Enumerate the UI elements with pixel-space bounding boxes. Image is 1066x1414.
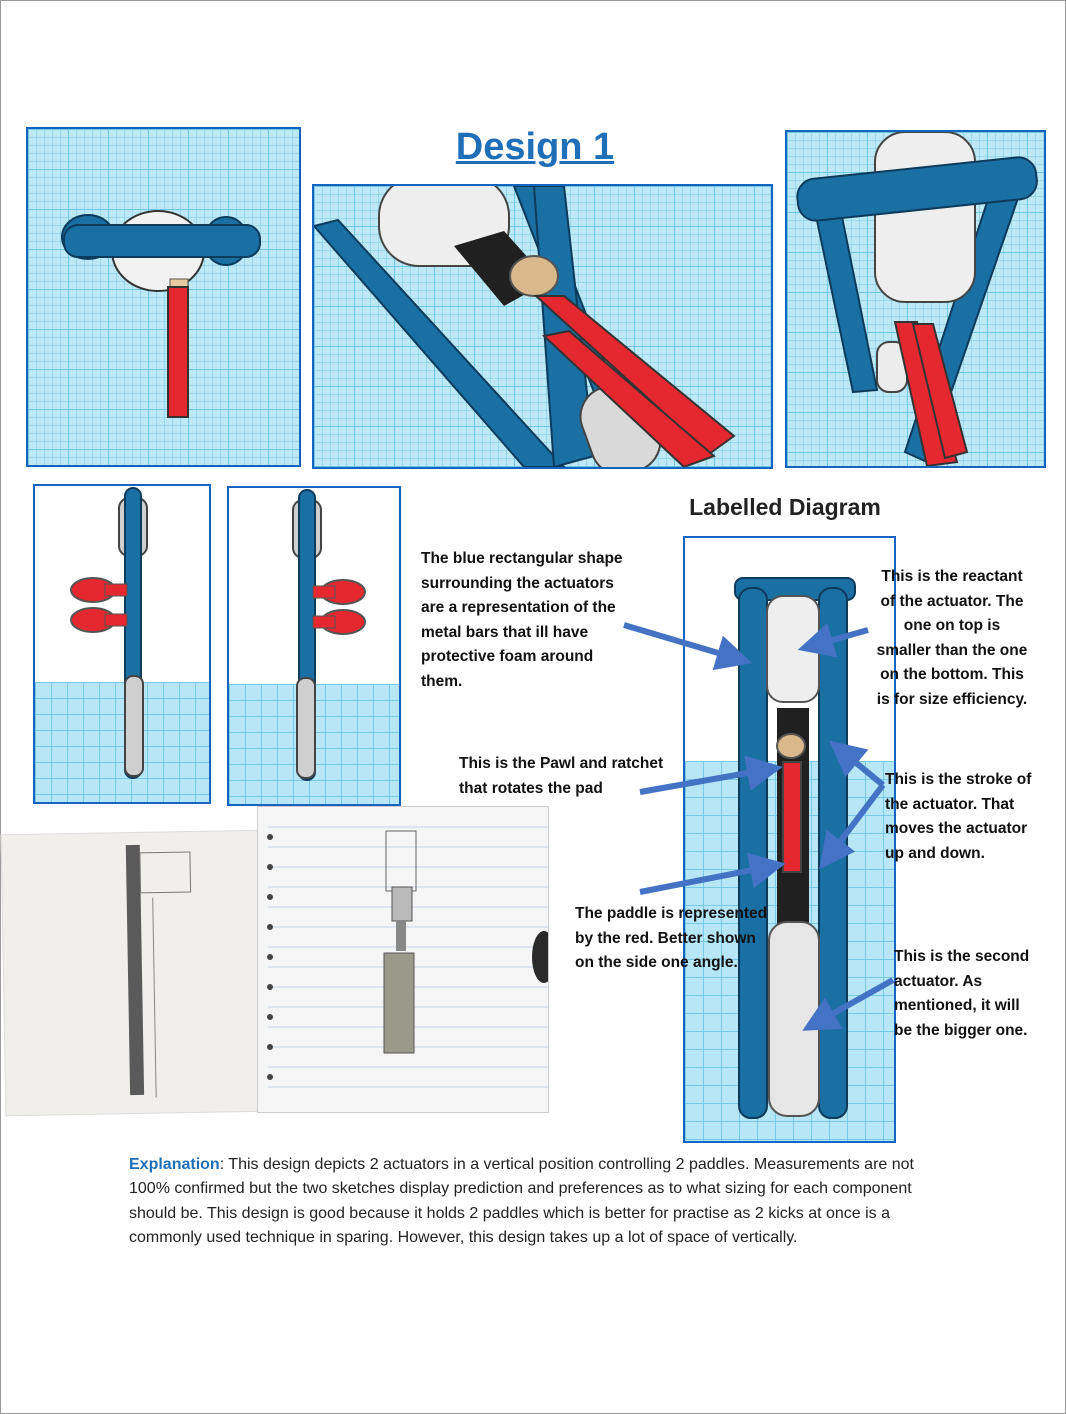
annotation-second-actuator: This is the second actuator. As mentioned, it will be the bigger one.	[894, 948, 1030, 1039]
arrow-pawl	[640, 770, 765, 792]
arrow-second-actuator	[818, 980, 893, 1022]
explanation-text: : This design depicts 2 actuators in a vertical position controlling 2 paddles. Measurements are not 100% confirmed but the two sketches display prediction and preferences as to what sizing for each component should be. This design is good because it holds 2 paddles which is better for practise as 2 kicks at once is a commonly used technique in sparing. However, this design takes up a lot of space of vertically.	[129, 1156, 914, 1246]
annotation-pawl-ratchet: This is the Pawl and ratchet that rotates the pad	[459, 755, 664, 797]
annotation-blue-bars: The blue rectangular shape surrounding the actuators are a representation of the metal bars that ill have protective foam around them.	[421, 550, 623, 690]
arrow-stroke-upper	[843, 752, 883, 785]
page-title: Design 1	[455, 126, 615, 168]
arrow-paddle	[640, 867, 768, 892]
explanation-label: Explanation	[129, 1156, 220, 1173]
arrow-stroke-lower	[830, 785, 883, 855]
annotation-stroke: This is the stroke of the actuator. That moves the actuator up and down.	[885, 771, 1032, 862]
labelled-diagram-heading: Labelled Diagram	[689, 494, 881, 520]
arrow-reactant	[815, 630, 868, 645]
annotation-reactant: This is the reactant of the actuator. The one on top is smaller than the one on the bottom. This is for size efficiency.	[876, 568, 1028, 708]
annotation-paddle: The paddle is represented by the red. Better shown on the side one angle.	[575, 905, 768, 971]
arrow-blue-bars	[624, 625, 735, 658]
explanation-paragraph	[129, 1153, 949, 1250]
